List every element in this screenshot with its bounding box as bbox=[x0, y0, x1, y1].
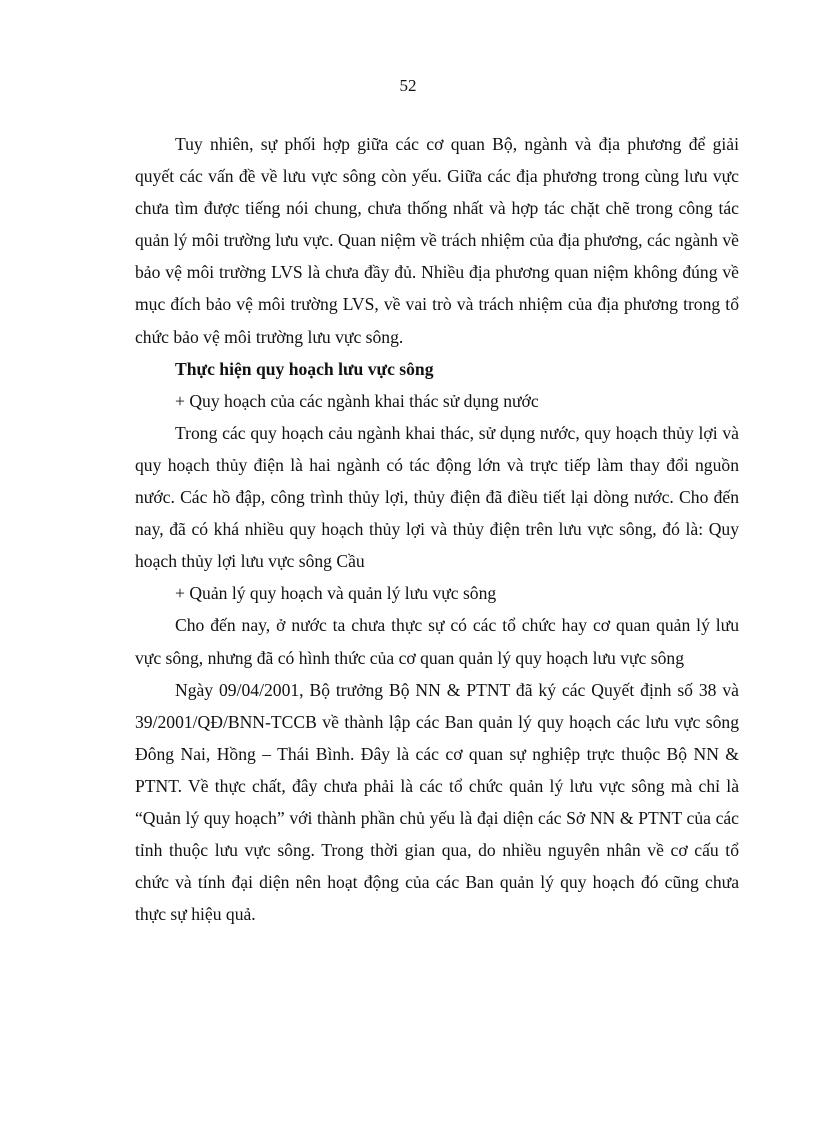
section-heading: Thực hiện quy hoạch lưu vực sông bbox=[175, 358, 434, 379]
paragraph-management-agencies: Cho đến nay, ở nước ta chưa thực sự có các tổ chức hay cơ quan quản lý lưu vực sông, nhưng đã có hình thức của cơ quan quản lý quy hoạch lưu vực sông bbox=[135, 615, 739, 668]
paragraph-sector-planning: Trong các quy hoạch cảu ngành khai thác, sử dụng nước, quy hoạch thủy lợi và quy hoạch thủy điện là hai ngành có tác động lớn và trực tiếp làm thay đổi nguồn nước. Các hồ đập, công trình thủy lợi, thủy điện đã điều tiết lại dòng nước. Cho đến nay, đã có khá nhiều quy hoạch thủy lợi và thủy điện trên lưu vực sông, đó là: Quy hoạch thủy lợi lưu vực sông Cầu bbox=[135, 422, 739, 572]
subheading-sector-planning: + Quy hoạch của các ngành khai thác sử dụng nước bbox=[175, 390, 539, 411]
page-number: 52 bbox=[399, 76, 417, 95]
paragraph-coordination: Tuy nhiên, sự phối hợp giữa các cơ quan Bộ, ngành và địa phương để giải quyết các vấn đề về lưu vực sông còn yếu. Giữa các địa phương trong cùng lưu vực chưa tìm được tiếng nói chung, chưa thống nhất và hợp tác chặt chẽ trong công tác quản lý môi trường lưu vực. Quan niệm về trách nhiệm của địa phương, các ngành về bảo vệ môi trường LVS là chưa đầy đủ. Nhiều địa phương quan niệm không đúng về mục đích bảo vệ môi trường LVS, về vai trò và trách nhiệm của địa phương trong tổ chức bảo vệ môi trường lưu vực sông. bbox=[135, 134, 739, 347]
subheading-planning-management: + Quản lý quy hoạch và quản lý lưu vực sông bbox=[175, 583, 497, 604]
paragraph-decisions: Ngày 09/04/2001, Bộ trưởng Bộ NN & PTNT đã ký các Quyết định số 38 và 39/2001/QĐ/BNN-TCCB về thành lập các Ban quản lý quy hoạch các lưu vực sông Đông Nai, Hồng – Thái Bình. Đây là các cơ quan sự nghiệp trực thuộc Bộ NN & PTNT. Về thực chất, đây chưa phải là các tổ chức quản lý lưu vực sông mà chỉ là “Quản lý quy hoạch” với thành phần chủ yếu là đại diện các Sở NN & PTNT của các tỉnh thuộc lưu vực sông. Trong thời gian qua, do nhiều nguyên nhân về cơ cấu tổ chức và tính đại diện nên hoạt động của các Ban quản lý quy hoạch đó cũng chưa thực sự hiệu quả. bbox=[135, 679, 739, 925]
document-body bbox=[135, 128, 739, 930]
